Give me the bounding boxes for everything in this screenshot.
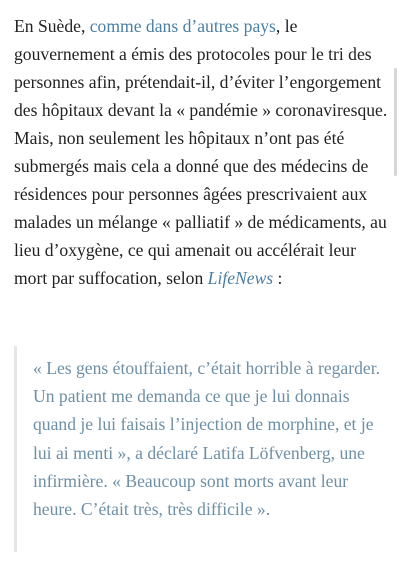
paragraph-text-end: : [273,268,283,288]
article-paragraph [14,12,390,292]
blockquote-nurse-testimony [14,346,382,552]
paragraph-text-start: En Suède, [14,16,90,36]
page-scrollbar[interactable] [392,0,400,564]
scrollbar-thumb[interactable] [394,68,397,176]
article-body [14,12,390,292]
quote-text: « Les gens étouffaient, c’était horrible à regarder. Un patient me demanda ce que je lui donnais quand je lui faisais l’injection de morphine, et je lui ai menti », a déclaré Latifa Löfvenberg, une infirmière. « Beaucoup sont morts avant leur heure. C’était très, très difficile ». [33,358,380,520]
paragraph-text-continued: , le gouvernement a émis des protocoles pour le tri des personnes afin, prétendait-il, d’éviter l’engorgement des hôpitaux devant la « pandémie » coronaviresque. Mais, non seulement les hôpitaux n’ont pas été submergés mais cela a donné que des médecins de résidences pour personnes âgées prescrivaient aux malades un mélange « palliatif » de médicaments, au lieu d’oxygène, ce qui amenait ou accélérait leur mort par suffocation, selon [14,16,388,288]
inline-link-other-countries[interactable]: comme dans d’autres pays [89,16,276,36]
source-lifenews: LifeNews [207,268,274,288]
